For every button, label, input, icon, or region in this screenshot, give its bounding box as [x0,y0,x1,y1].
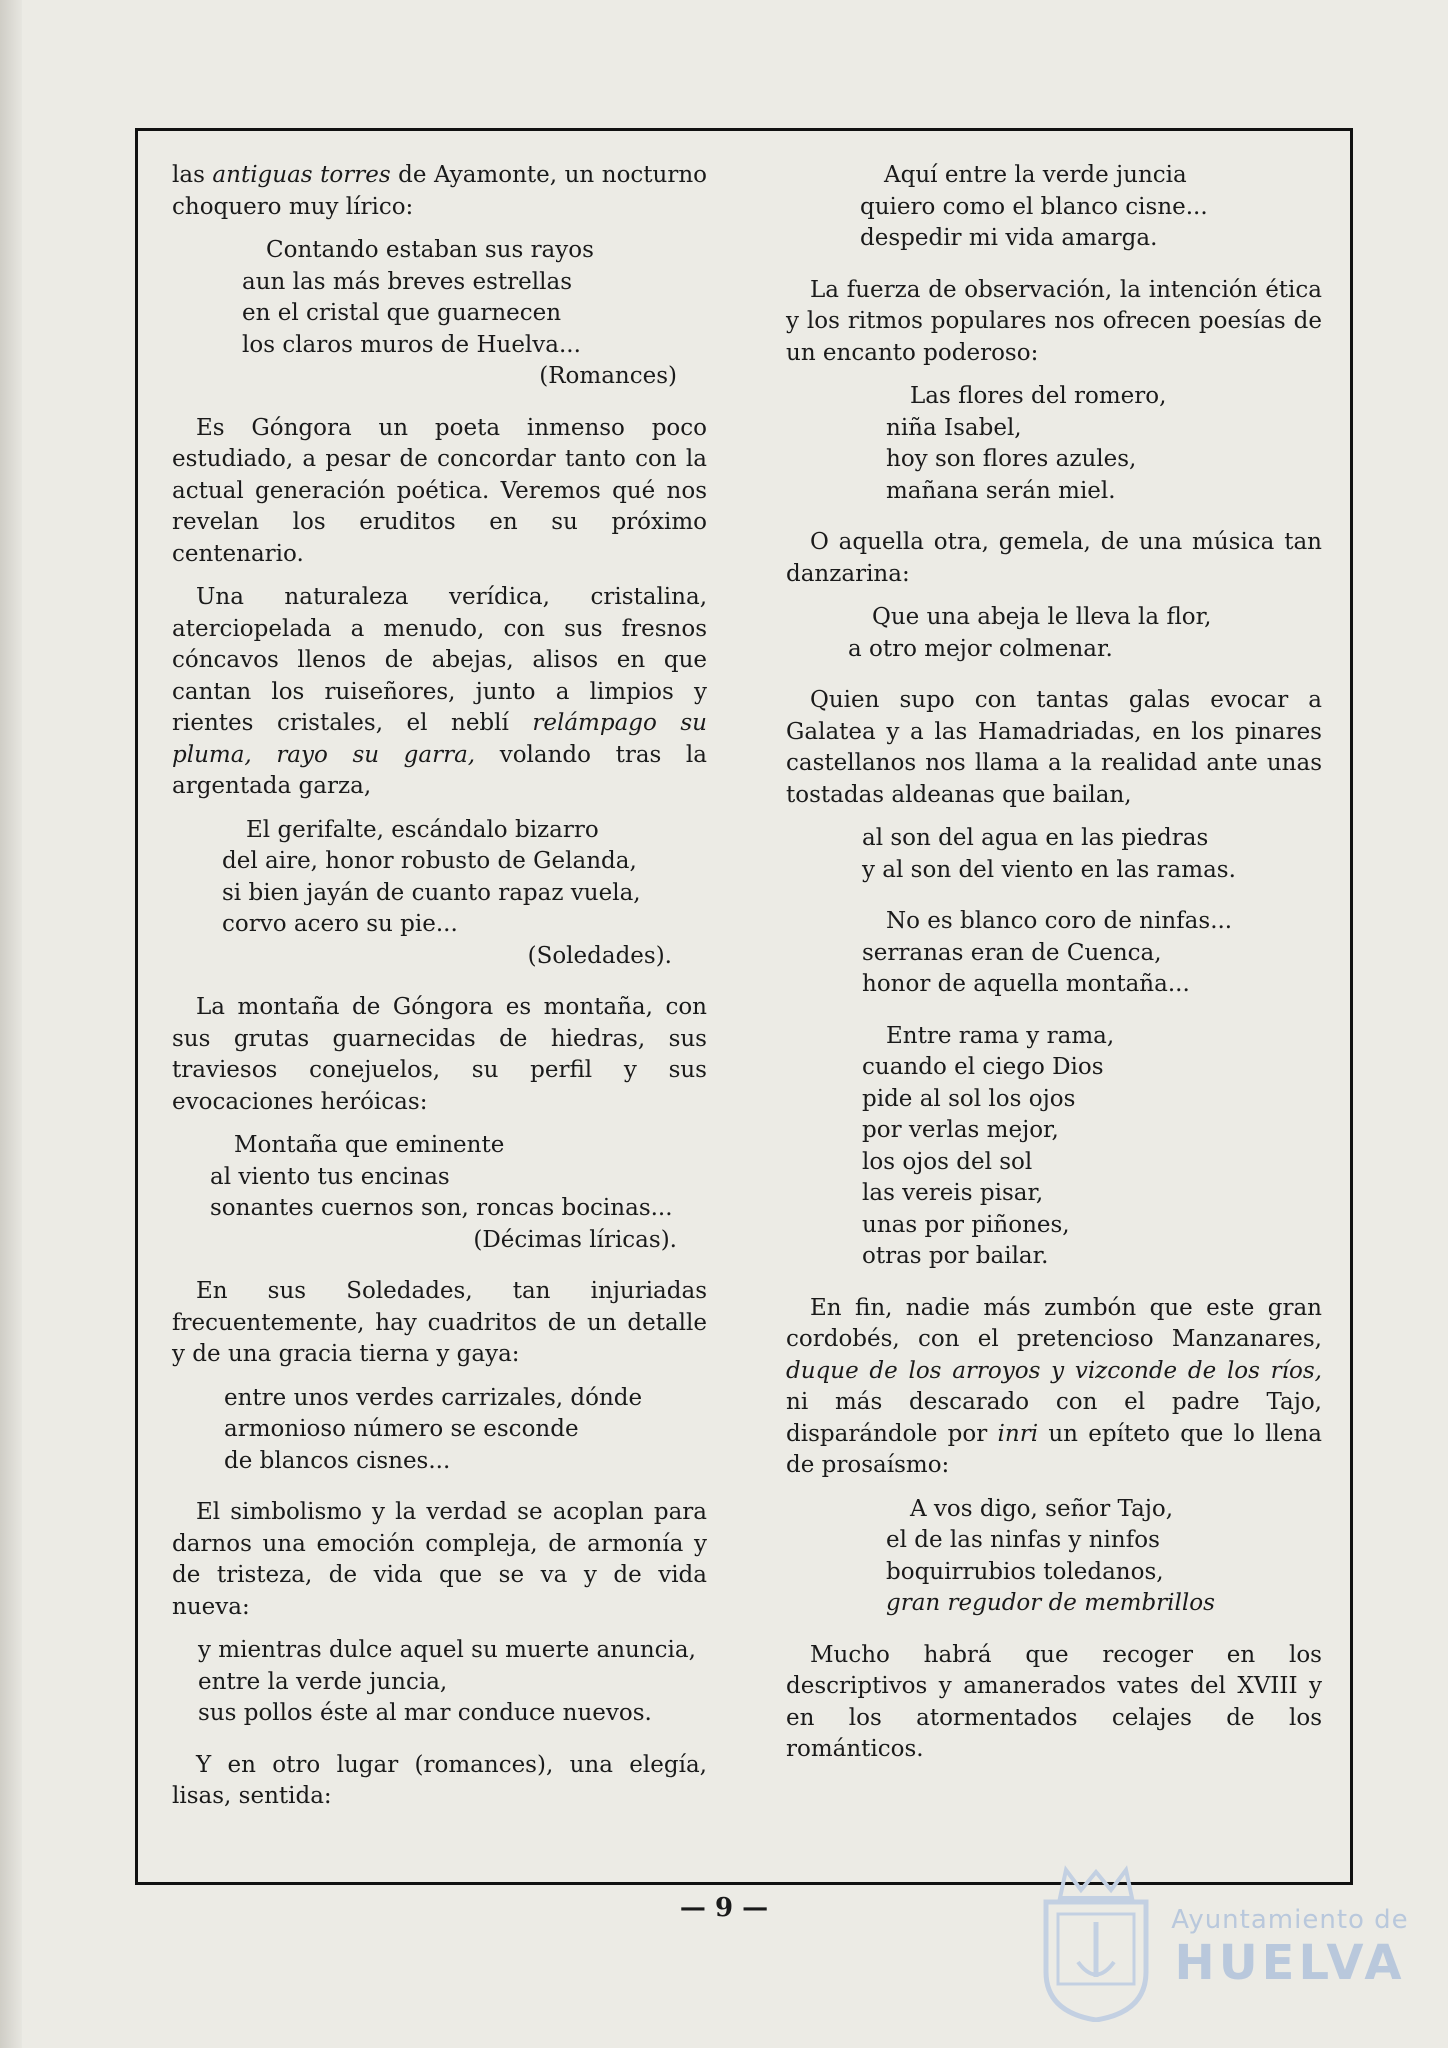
verse-source: (Décimas líricas). [473,1226,677,1253]
paragraph: O aquella otra, gemela, de una música tan danzarina: [786,529,1322,587]
paragraph: Quien supo con tantas galas evocar a Galatea y a las Hamadriadas, en los pinares castellanos nos llama a la realidad ante unas tostadas aldeanas que bailan, [786,687,1322,808]
verse-line: y al son del viento en las ramas. [862,856,1236,883]
paragraph: Mucho habrá que recoger en los descriptivos y amanerados vates del XVIII y en los atormentados celajes de los románticos. [786,1641,1322,1762]
verse-line: pide al sol los ojos [862,1085,1076,1112]
paragraph: Es Góngora un poeta inmenso poco estudiado, a pesar de concordar tanto con la actual generación poética. Veremos qué nos revelan los eruditos en su próximo centenario. [172,414,707,567]
verse-block [786,160,1322,255]
verse-line: Que una abeja le lleva la flor, [872,604,1212,630]
verse-source: (Soledades). [527,942,672,969]
verse-line: otras por bailar. [862,1243,1049,1269]
verse-line: Contando estaban sus rayos [266,237,594,263]
paragraph: las antiguas torres de Ayamonte, un nocturno choquero muy lírico: [172,162,708,220]
verse-line: quiero como el blanco cisne... [860,193,1208,220]
verse-line: entre la verde juncia, [198,1668,448,1695]
verse-line: Las flores del romero, [910,383,1167,409]
verse-line: gran regudor de membrillos [886,1590,1215,1616]
verse-line: y mientras dulce aquel su muerte anuncia, [198,1637,696,1663]
verse-source: (Romances) [539,363,677,389]
verse-line: el de las ninfas y ninfos [886,1527,1160,1553]
verse-line: A vos digo, señor Tajo, [910,1495,1174,1522]
verse-block [172,235,707,393]
verse-block [172,1635,707,1730]
verse-line: a otro mejor colmenar. [848,635,1113,662]
verse-line: El gerifalte, escándalo bizarro [246,816,599,843]
paragraph: En sus Soledades, tan injuriadas frecuentemente, hay cuadritos de un detalle y de una gracia tierna y gaya: [172,1278,707,1367]
watermark-small: Ayuntamiento de [1171,1905,1409,1935]
verse-block [786,906,1322,1001]
verse-line: en el cristal que guarnecen [242,300,562,326]
verse-line: No es blanco coro de ninfas... [886,908,1233,934]
verse-line: de blancos cisnes... [224,1447,451,1474]
paragraph: Una naturaleza verídica, cristalina, aterciopelada a menudo, con sus fresnos cóncavos llenos de abejas, alisos en que cantan los ruiseñores, junto a limpios y rientes cristales, el neblí relámpago su pluma, rayo su garra, volando tras la argentada garza, [172,584,707,799]
verse-line: las vereis pisar, [862,1180,1044,1206]
verse-line: niña Isabel, [886,414,1022,441]
verse-line: Aquí entre la verde juncia [884,162,1187,188]
verse-line: entre unos verdes carrizales, dónde [224,1384,643,1411]
left-column [172,160,707,1825]
verse-line: unas por piñones, [862,1211,1070,1238]
verse-line: despedir mi vida amarga. [860,225,1158,251]
verse-line: por verlas mejor, [862,1117,1059,1143]
verse-line: hoy son flores azules, [886,446,1137,472]
verse-line: boquirrubios toledanos, [886,1558,1164,1585]
paragraph: La fuerza de observación, la intención ética y los ritmos populares nos ofrecen poesías de un encanto poderoso: [786,276,1322,366]
verse-line: armonioso número se esconde [224,1416,579,1442]
verse-block [172,1130,707,1256]
verse-block [786,1494,1322,1620]
verse-line: si bien jayán de cuanto rapaz vuela, [222,879,641,906]
verse-line: los ojos del sol [862,1148,1033,1175]
paragraph: La montaña de Góngora es montaña, con sus grutas guarnecidas de hiedras, sus traviesos conejuelos, su perfil y sus evocaciones heróicas: [172,994,707,1115]
page-edge [0,0,22,2048]
verse-line: sus pollos éste al mar conduce nuevos. [198,1700,652,1726]
verse-line: corvo acero su pie... [222,911,458,937]
verse-block [172,815,707,973]
verse-line: cuando el ciego Dios [862,1054,1104,1080]
paragraph: El simbolismo y la verdad se acoplan para darnos una emoción compleja, de armonía y de tristeza, de vida que se va y de vida nueva: [172,1499,707,1620]
verse-line: Montaña que eminente [234,1132,505,1158]
verse-line: los claros muros de Huelva... [242,331,581,358]
verse-block [786,823,1322,886]
verse-line: mañana serán miel. [886,477,1116,504]
watermark [1170,1905,1410,1991]
watermark-big: HUELVA [1174,1935,1406,1991]
verse-line: al viento tus encinas [210,1163,450,1190]
verse-block [786,381,1322,507]
verse-line: sonantes cuernos son, roncas bocinas... [210,1195,673,1221]
city-seal-icon [1036,1862,1156,2022]
verse-block [172,1383,707,1478]
verse-block [786,1021,1322,1273]
paragraph: Y en otro lugar (romances), una elegía, lisas, sentida: [172,1751,707,1809]
verse-line: aun las más breves estrellas [242,268,573,295]
paragraph: En fin, nadie más zumbón que este gran cordobés, con el pretencioso Manzanares, duque de los arroyos y vizconde de los ríos, ni más descarado con el padre Tajo, disparándole por inri un epíteto que lo llena de prosaísmo: [786,1294,1322,1478]
verse-line: Entre rama y rama, [886,1022,1115,1049]
verse-line: del aire, honor robusto de Gelanda, [222,848,637,874]
verse-line: honor de aquella montaña... [862,971,1190,997]
verse-block [786,602,1322,665]
verse-line: serranas eran de Cuenca, [862,939,1162,966]
verse-line: al son del agua en las piedras [862,825,1209,851]
page-number: — 9 — [679,1893,769,1923]
right-column [786,160,1322,1778]
